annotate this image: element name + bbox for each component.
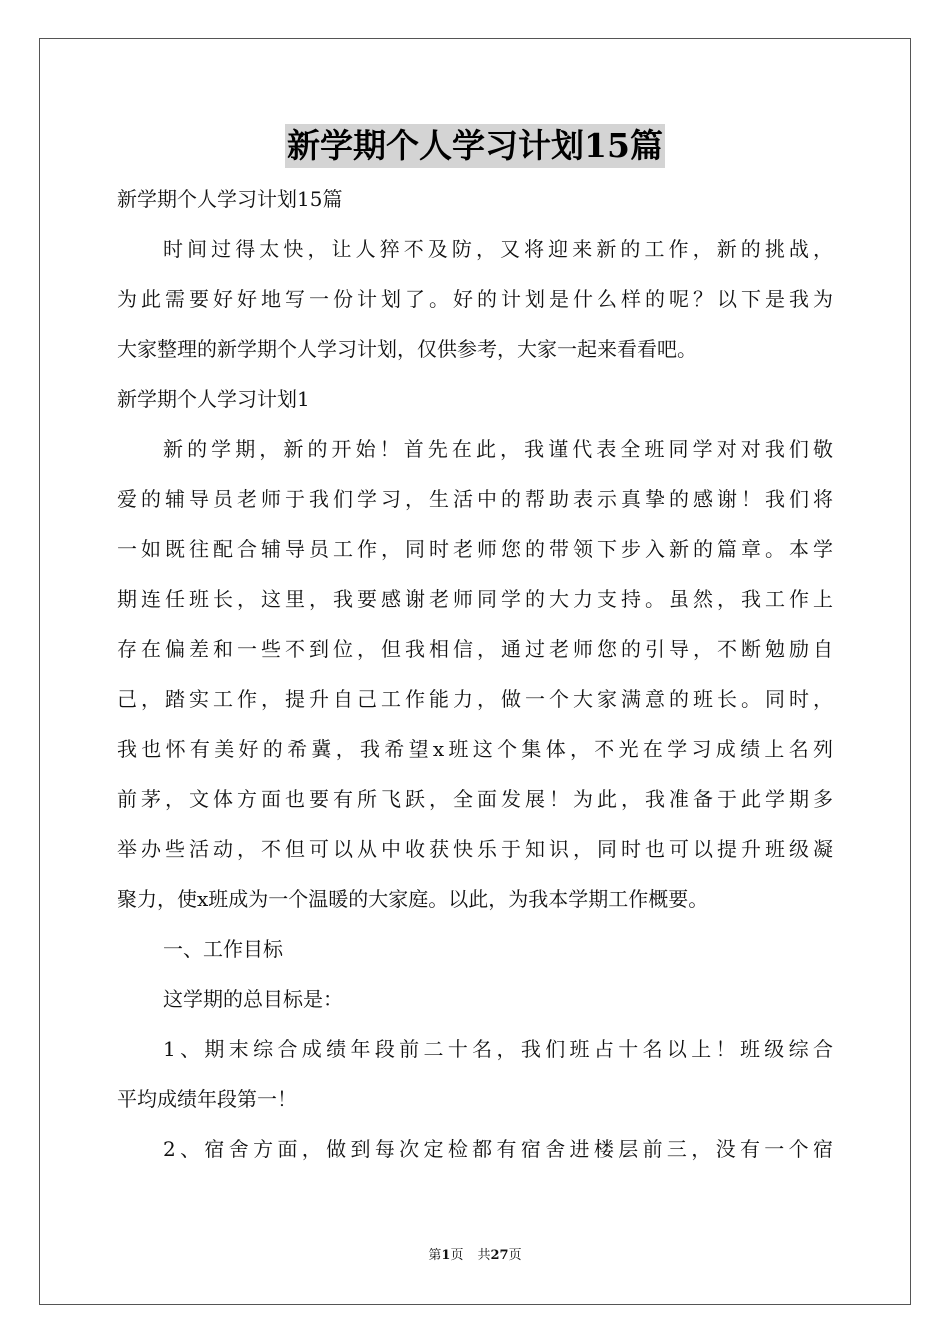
paragraph-line: 前茅，文体方面也要有所飞跃，全面发展！为此，我准备于此学期多 <box>117 787 833 811</box>
paragraph-line: 存在偏差和一些不到位，但我相信，通过老师您的引导，不断勉励自 <box>117 637 833 661</box>
total-prefix: 共 <box>477 1248 491 1263</box>
document-body <box>117 174 833 1174</box>
list-item-line: 2、宿舍方面，做到每次定检都有宿舍进楼层前三，没有一个宿 <box>163 1137 833 1161</box>
intro-line: 时间过得太快，让人猝不及防，又将迎来新的工作，新的挑战， <box>163 237 833 261</box>
list-item-line: 平均成绩年段第一！ <box>117 1087 297 1111</box>
intro-line: 为此需要好好地写一份计划了。好的计划是什么样的呢？以下是我为 <box>117 287 833 311</box>
total-pages: 27 <box>490 1248 509 1263</box>
paragraph-line: 我也怀有美好的希冀，我希望x班这个集体，不光在学习成绩上名列 <box>117 737 833 761</box>
paragraph-line: 聚力，使x班成为一个温暖的大家庭。以此，为我本学期工作概要。 <box>117 887 709 911</box>
paragraph-line: 己，踏实工作，提升自己工作能力，做一个大家满意的班长。同时， <box>117 687 833 711</box>
paragraph-line: 举办些活动，不但可以从中收获快乐于知识，同时也可以提升班级凝 <box>117 837 833 861</box>
page-number: 1 <box>441 1248 451 1263</box>
intro-line: 大家整理的新学期个人学习计划，仅供参考，大家一起来看看吧。 <box>117 337 697 361</box>
page-footer <box>0 1246 950 1266</box>
paragraph-line: 爱的辅导员老师于我们学习，生活中的帮助表示真挚的感谢！我们将 <box>117 487 833 511</box>
paragraph-line: 期连任班长，这里，我要感谢老师同学的大力支持。虽然，我工作上 <box>117 587 833 611</box>
page-prefix: 第 <box>428 1248 442 1263</box>
section-heading: 新学期个人学习计划1 <box>117 387 310 411</box>
subheading-line: 一、工作目标 <box>163 937 283 961</box>
subtitle-line: 新学期个人学习计划15篇 <box>117 187 343 211</box>
list-item-line: 1、期末综合成绩年段前二十名，我们班占十名以上！班级综合 <box>163 1037 833 1061</box>
paragraph-line: 一如既往配合辅导员工作，同时老师您的带领下步入新的篇章。本学 <box>117 537 833 561</box>
total-suffix: 页 <box>508 1248 522 1263</box>
page-suffix: 页 <box>450 1248 464 1263</box>
paragraph-line: 这学期的总目标是： <box>163 987 343 1011</box>
paragraph-line: 新的学期，新的开始！首先在此，我谨代表全班同学对对我们敬 <box>163 437 833 461</box>
document-title: 新学期个人学习计划15篇 <box>285 124 665 168</box>
title-container <box>0 124 950 168</box>
